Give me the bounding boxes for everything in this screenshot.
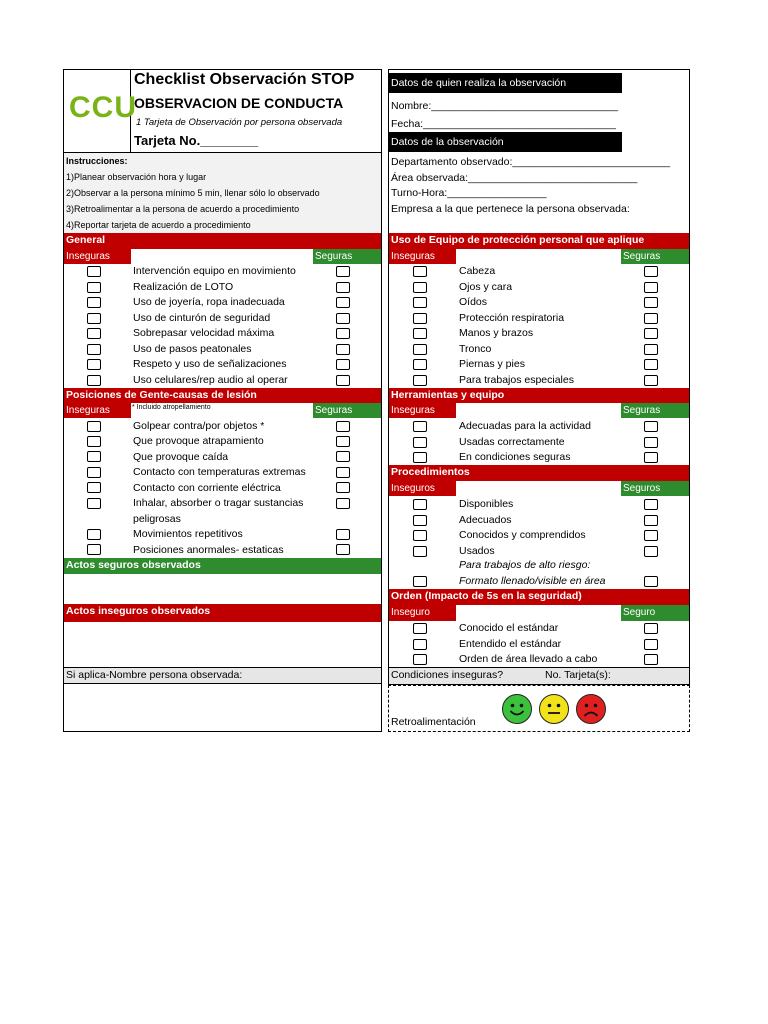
positions-safe-checkbox[interactable] [336, 467, 350, 478]
safe-acts-field[interactable] [64, 574, 381, 604]
observation-note: 1 Tarjeta de Observación por persona observada [136, 117, 343, 128]
positions-item: Inhalar, absorber o tragar sustancias [133, 497, 304, 509]
ppe-unsafe-checkbox[interactable] [413, 344, 427, 355]
general-unsafe-checkbox[interactable] [87, 359, 101, 370]
positions-item-continuation: peligrosas [133, 513, 181, 525]
observer-name-field[interactable]: Nombre:________________________________ [391, 100, 619, 112]
positions-item: Golpear contra/por objetos * [133, 420, 265, 432]
positions-item: Que provoque atrapamiento [133, 435, 264, 447]
highrisk-item: Formato llenado/visible en área [459, 575, 606, 587]
positions-unsafe-checkbox[interactable] [87, 451, 101, 462]
ppe-unsafe-checkbox[interactable] [413, 282, 427, 293]
general-item: Realización de LOTO [133, 280, 234, 293]
order-item: Entendido el estándar [459, 637, 562, 650]
logo [63, 69, 137, 153]
positions-header: Posiciones de Gente-causas de lesión [64, 388, 381, 403]
department-field[interactable]: Departamento observado:___________________________ [391, 156, 671, 168]
tools-unsafe-checkbox[interactable] [413, 421, 427, 432]
procedures-unsafe-checkbox[interactable] [413, 499, 427, 510]
positions-item: Movimientos repetitivos [133, 528, 243, 540]
positions-safe-checkbox[interactable] [336, 498, 350, 509]
general-safe-checkbox[interactable] [336, 375, 350, 386]
ppe-safe-checkbox[interactable] [644, 266, 658, 277]
ppe-safe-checkbox[interactable] [644, 344, 658, 355]
shift-field[interactable]: Turno-Hora:_________________ [391, 187, 547, 199]
ppe-item: Oídos [459, 296, 488, 308]
ppe-unsafe-checkbox[interactable] [413, 297, 427, 308]
positions-unsafe-checkbox[interactable] [87, 529, 101, 540]
procedures-unsafe-checkbox[interactable] [413, 546, 427, 557]
person-name-field[interactable] [64, 685, 381, 731]
instruction-step: 2)Observar a la persona mínimo 5 min, llenar sólo lo observado [66, 188, 320, 198]
positions-safe-checkbox[interactable] [336, 482, 350, 493]
general-unsafe-checkbox[interactable] [87, 266, 101, 277]
ppe-safe-checkbox[interactable] [644, 328, 658, 339]
ppe-safe-checkbox[interactable] [644, 297, 658, 308]
order-unsafe-checkbox[interactable] [413, 654, 427, 665]
instructions-title: Instrucciones: [66, 156, 128, 166]
order-unsafe-checkbox[interactable] [413, 639, 427, 650]
tools-safe-label: Seguras [621, 403, 689, 418]
general-unsafe-checkbox[interactable] [87, 313, 101, 324]
order-safe-checkbox[interactable] [644, 639, 658, 650]
positions-item: Que provoque caída [133, 451, 229, 463]
ppe-item: Manos y brazos [459, 327, 534, 339]
tools-unsafe-label: Inseguras [389, 403, 456, 418]
tools-header: Herramientas y equipo [389, 388, 689, 403]
general-item: Respeto y uso de señalizaciones [133, 358, 287, 370]
positions-safe-checkbox[interactable] [336, 544, 350, 555]
general-item: Uso de cinturón de seguridad [133, 311, 271, 324]
procedures-safe-checkbox[interactable] [644, 530, 658, 541]
ppe-safe-checkbox[interactable] [644, 375, 658, 386]
feedback-label: Retroalimentación [391, 716, 476, 728]
ppe-unsafe-label: Inseguras [389, 249, 456, 264]
person-name-label: Si aplica-Nombre persona observada: [66, 669, 243, 681]
procedures-safe-checkbox[interactable] [644, 515, 658, 526]
procedures-unsafe-checkbox[interactable] [413, 576, 427, 587]
general-header: General [64, 233, 381, 249]
ppe-item: Tronco [459, 342, 492, 355]
tools-unsafe-checkbox[interactable] [413, 437, 427, 448]
positions-note: * Incluido atropellamiento [132, 404, 211, 411]
card-numbers-label: No. Tarjeta(s): [545, 669, 611, 681]
ppe-item: Ojos y cara [459, 280, 513, 293]
general-safe-checkbox[interactable] [336, 313, 350, 324]
general-safe-checkbox[interactable] [336, 282, 350, 293]
tools-safe-checkbox[interactable] [644, 437, 658, 448]
tools-safe-checkbox[interactable] [644, 452, 658, 463]
general-item: Uso de pasos peatonales [133, 342, 252, 355]
general-safe-checkbox[interactable] [336, 344, 350, 355]
order-header: Orden (Impacto de 5s en la seguridad) [389, 589, 689, 605]
unsafe-acts-header: Actos inseguros observados [64, 604, 381, 622]
ppe-safe-checkbox[interactable] [644, 282, 658, 293]
ppe-unsafe-checkbox[interactable] [413, 328, 427, 339]
positions-item: Contacto con corriente eléctrica [133, 482, 281, 494]
general-unsafe-label: Inseguras [64, 249, 131, 264]
ppe-item: Para trabajos especiales [459, 373, 574, 386]
procedures-unsafe-label: Inseguros [389, 481, 456, 496]
positions-unsafe-checkbox[interactable] [87, 467, 101, 478]
ppe-item: Piernas y pies [459, 358, 525, 370]
procedures-safe-checkbox[interactable] [644, 499, 658, 510]
positions-unsafe-label: Inseguras [64, 403, 131, 418]
procedures-unsafe-checkbox[interactable] [413, 530, 427, 541]
positions-unsafe-checkbox[interactable] [87, 482, 101, 493]
positions-unsafe-checkbox[interactable] [87, 544, 101, 555]
tools-safe-checkbox[interactable] [644, 421, 658, 432]
general-unsafe-checkbox[interactable] [87, 328, 101, 339]
general-item: Intervención equipo en movimiento [133, 265, 296, 277]
order-item: Conocido el estándar [459, 622, 559, 634]
instruction-step: 4)Reportar tarjeta de acuerdo a procedimiento [66, 220, 251, 230]
tools-item: Usadas correctamente [459, 435, 565, 448]
tools-unsafe-checkbox[interactable] [413, 452, 427, 463]
positions-safe-checkbox[interactable] [336, 451, 350, 462]
order-item: Orden de área llevado a cabo [459, 653, 598, 665]
general-item: Uso celulares/rep audio al operar [133, 373, 288, 386]
general-safe-checkbox[interactable] [336, 359, 350, 370]
happy-face-icon[interactable] [502, 694, 532, 724]
positions-safe-checkbox[interactable] [336, 421, 350, 432]
order-safe-label: Seguro [621, 605, 689, 621]
general-safe-checkbox[interactable] [336, 297, 350, 308]
observer-header: Datos de quien realiza la observación [389, 73, 622, 93]
company-field[interactable]: Empresa a la que pertenece la persona observada: [391, 203, 630, 215]
procedures-item: Conocidos y comprendidos [459, 529, 586, 541]
ppe-unsafe-checkbox[interactable] [413, 375, 427, 386]
card-number: Tarjeta No.________ [134, 133, 259, 148]
procedures-unsafe-checkbox[interactable] [413, 515, 427, 526]
positions-item: Contacto con temperaturas extremas [133, 466, 306, 478]
ppe-header: Uso de Equipo de protección personal que aplique [389, 233, 689, 249]
positions-unsafe-checkbox[interactable] [87, 436, 101, 447]
procedures-item: Usados [459, 544, 495, 557]
instruction-step: 3)Retroalimentar a la persona de acuerdo a procedimiento [66, 204, 300, 214]
tools-item: Adecuadas para la actividad [459, 420, 591, 432]
general-unsafe-checkbox[interactable] [87, 282, 101, 293]
sad-face-icon[interactable] [576, 694, 606, 724]
observation-header: Datos de la observación [389, 132, 622, 152]
general-unsafe-checkbox[interactable] [87, 375, 101, 386]
procedures-safe-checkbox[interactable] [644, 546, 658, 557]
ppe-safe-checkbox[interactable] [644, 359, 658, 370]
general-item: Uso de joyería, ropa inadecuada [133, 296, 285, 308]
general-safe-checkbox[interactable] [336, 266, 350, 277]
logo-text: CCU [69, 91, 137, 124]
general-safe-label: Seguras [313, 249, 381, 264]
procedures-safe-checkbox[interactable] [644, 576, 658, 587]
observer-date-field[interactable]: Fecha:_________________________________ [391, 118, 616, 130]
neutral-face-icon[interactable] [539, 694, 569, 724]
general-item: Sobrepasar velocidad máxima [133, 327, 275, 339]
general-unsafe-checkbox[interactable] [87, 297, 101, 308]
general-safe-checkbox[interactable] [336, 328, 350, 339]
positions-safe-checkbox[interactable] [336, 529, 350, 540]
area-field[interactable]: Área observada:_____________________________ [391, 172, 638, 184]
instruction-step: 1)Planear observación hora y lugar [66, 172, 207, 182]
positions-safe-label: Seguras [313, 403, 381, 418]
order-unsafe-checkbox[interactable] [413, 623, 427, 634]
order-safe-checkbox[interactable] [644, 623, 658, 634]
procedures-header: Procedimientos [389, 465, 689, 481]
order-safe-checkbox[interactable] [644, 654, 658, 665]
ppe-item: Cabeza [459, 265, 496, 277]
ppe-unsafe-checkbox[interactable] [413, 359, 427, 370]
positions-unsafe-checkbox[interactable] [87, 421, 101, 432]
ppe-safe-label: Seguras [621, 249, 689, 264]
procedures-item: Adecuados [459, 513, 512, 526]
order-unsafe-label: Inseguro [389, 605, 456, 621]
ppe-safe-checkbox[interactable] [644, 313, 658, 324]
positions-unsafe-checkbox[interactable] [87, 498, 101, 509]
procedures-item: Disponibles [459, 498, 514, 510]
unsafe-conditions-label: Condiciones inseguras? [391, 669, 504, 681]
safe-acts-header: Actos seguros observados [64, 558, 381, 574]
ppe-unsafe-checkbox[interactable] [413, 266, 427, 277]
page-subtitle: OBSERVACION DE CONDUCTA [134, 95, 344, 111]
positions-item: Posiciones anormales- estaticas [133, 544, 284, 556]
procedures-safe-label: Seguros [621, 481, 689, 496]
general-unsafe-checkbox[interactable] [87, 344, 101, 355]
page-title: Checklist Observación STOP [134, 71, 355, 88]
tools-item: En condiciones seguras [459, 451, 571, 463]
highrisk-label: Para trabajos de alto riesgo: [459, 559, 591, 571]
ppe-item: Protección respiratoria [459, 311, 565, 324]
positions-safe-checkbox[interactable] [336, 436, 350, 447]
unsafe-acts-field[interactable] [64, 622, 381, 667]
ppe-unsafe-checkbox[interactable] [413, 313, 427, 324]
